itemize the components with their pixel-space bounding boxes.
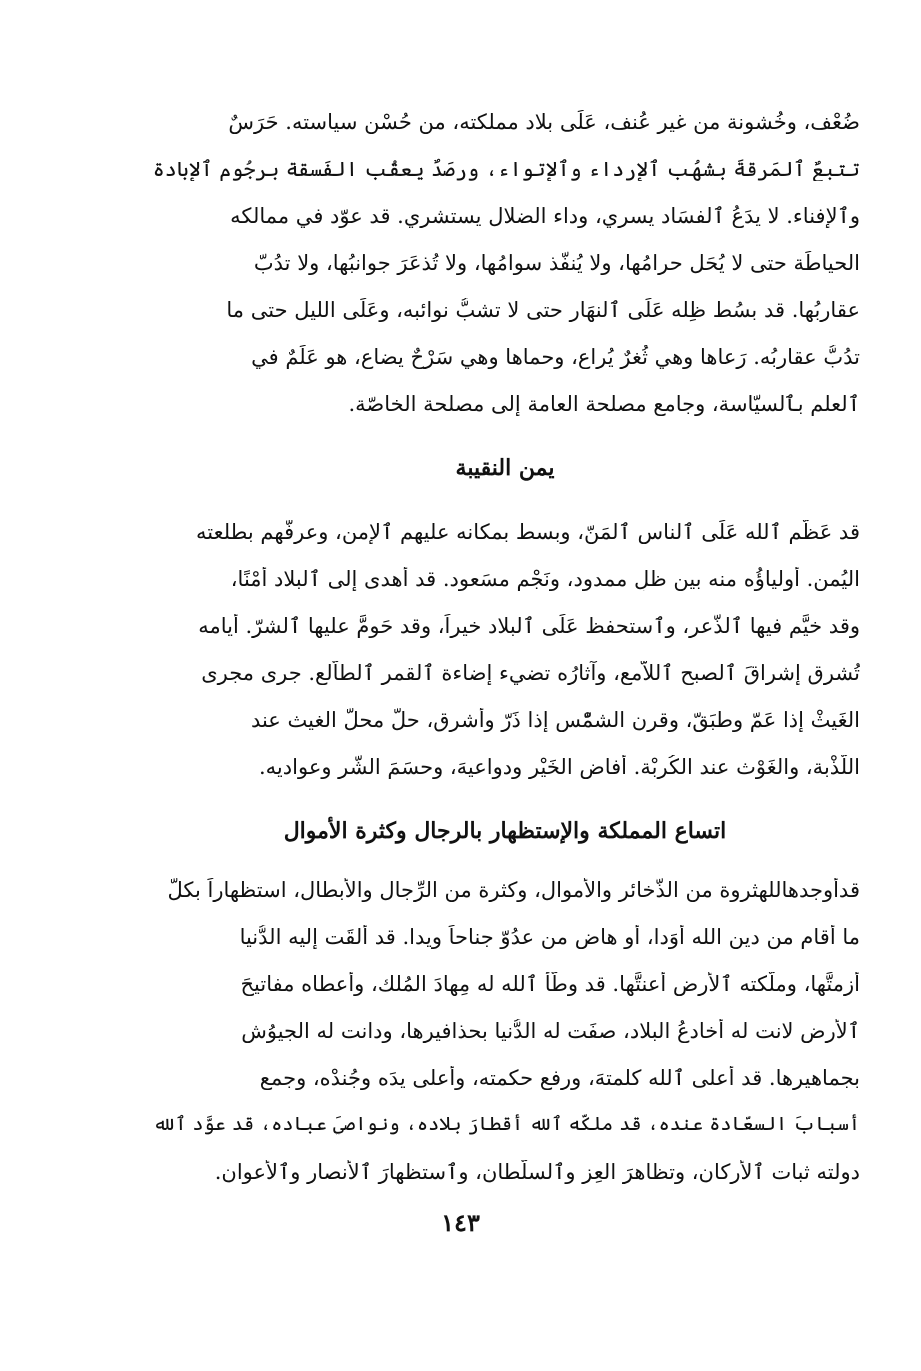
- text-line: ٱلأرض لانت له أخادعُ البلاد، صفَت له الدُّنيا بحذافيرها، ودانت له الجيوُش: [241, 1019, 860, 1043]
- paragraph-section1: [150, 110, 860, 416]
- text-line: قد عَظَّم ٱلله عَلَى ٱلناس ٱلمَنّ، وبسط بمكانه عليهم ٱلإمن، وعرفّهم بطلعته: [195, 520, 860, 544]
- page-number: ١٤٣: [441, 1208, 480, 1237]
- text-line: بجماهيرها. قد أعلى ٱلله كلمتهَ، ورفع حكمته، وأعلى يدَه وجُندْه، وجمع: [259, 1066, 860, 1090]
- text-line: تدُبُّ عقاربُه. رَعاها وهي ثُغرٌ يُراع، وحماها وهي سَرْحٌ يضاع، هو عَلَمٌ في: [251, 345, 860, 369]
- text-line: أسبابَ السعّادة عنده، قد ملكّه ٱلله أقطارَ بلاده، ونواصيَ عباده، قد عوَّد ٱلله: [152, 1113, 860, 1135]
- section-heading-3: اتساع المملكة والإستظهار بالرجال وكثرة الأموال: [283, 818, 727, 844]
- text-line: تتبعٌ ٱلمَرقةَ بشهُب ٱلإرداء وٱلإتواء، ورصَدٌ يعقُب الفَسقة برجُوم ٱلإبادة: [152, 157, 860, 181]
- text-line: تُشرِق إشراقَ ٱلصبح ٱللاّمع، وآثارُه تضيء إضاءة ٱلقمر ٱلطاّلع. جرى مجرى: [201, 661, 860, 685]
- text-line: الغَيثْ إذا عَمّ وطبَقّ، وقرن الشمّْس إذا ذَرّ وأشرق، حلَّ محلَّ الغيث عند: [250, 708, 860, 732]
- text-line: ما أقام من دين الله أَوَدا، أو هاض من عدُوّ جناحاً ويدا. قد ألقَت إليه الدُّنيا: [239, 925, 860, 949]
- text-line: وقد خيَّم فيها ٱلذُّعر، وٱستحفظ عَلَى ٱلبلاد خيراً، وقد حَومَّ عليها ٱلشرّ. أيامه: [198, 614, 860, 638]
- paragraph-section2: [150, 520, 860, 780]
- text-line: عقاربُها. قد بسُط ظِله عَلَى ٱلنهَار حتى لا تشبُّ نوائبه، وعَلَى الليل حتى ما: [226, 298, 860, 322]
- paragraph-section3: [150, 878, 860, 1198]
- text-line: الحياطَة حتى لا يُحَل حرامُها، ولا يُنفّذ سوامُها، ولا تُذعَرَ جوانبُها، ولا تدُبّ: [253, 251, 860, 275]
- text-line: قدأوجدهاللهثروة من الذَّخائر والأَموال، وكثرة من الرِّجال والأبطال، استظهاراً بكلّ: [167, 878, 860, 902]
- text-line: اللّذْبة، والغَوْث عند الكُربْة. أفاض الخَيْر ودواعيهَ، وحسَمَ الشّر وعواديه.: [259, 755, 860, 779]
- text-line: اليُمن. أولياؤُه منه بين ظلٍ ممدود، ونَجْمٍ مسَعود. قد أهدى إلى ٱلبلاد أمْنًا،: [230, 567, 860, 591]
- text-line: أزمتَّها، وملَّكته ٱلأرض أعنتَّها. قد وطَّأ ٱلله له مِهادَ المُلك، وأعطاه مفاتيحَ: [240, 972, 860, 996]
- text-line: ضُعْف، وخُشونة من غير عُنف، عَلَى بلاد مملكته، من حُسْن سياسته. حَرَسٌ: [228, 110, 860, 134]
- text-line: ٱلعلم بٱلسيّاسة، وجامع مصلحة العامة إلى مصلحة الخاصّة.: [348, 392, 860, 416]
- text-line: دولته ثبات ٱلأركان، وتظاهرَ العِز وٱلسلّطان، وٱستظهارَ ٱلأنصار وٱلأعوان.: [214, 1160, 860, 1184]
- text-line: وٱلإفناء. لا يدَعُ ٱلفسَاد يسري، وداء الضلال يستشري. قد عوّد في ممالكه: [230, 204, 860, 228]
- section-heading-2: يمن النقيبة: [455, 455, 555, 481]
